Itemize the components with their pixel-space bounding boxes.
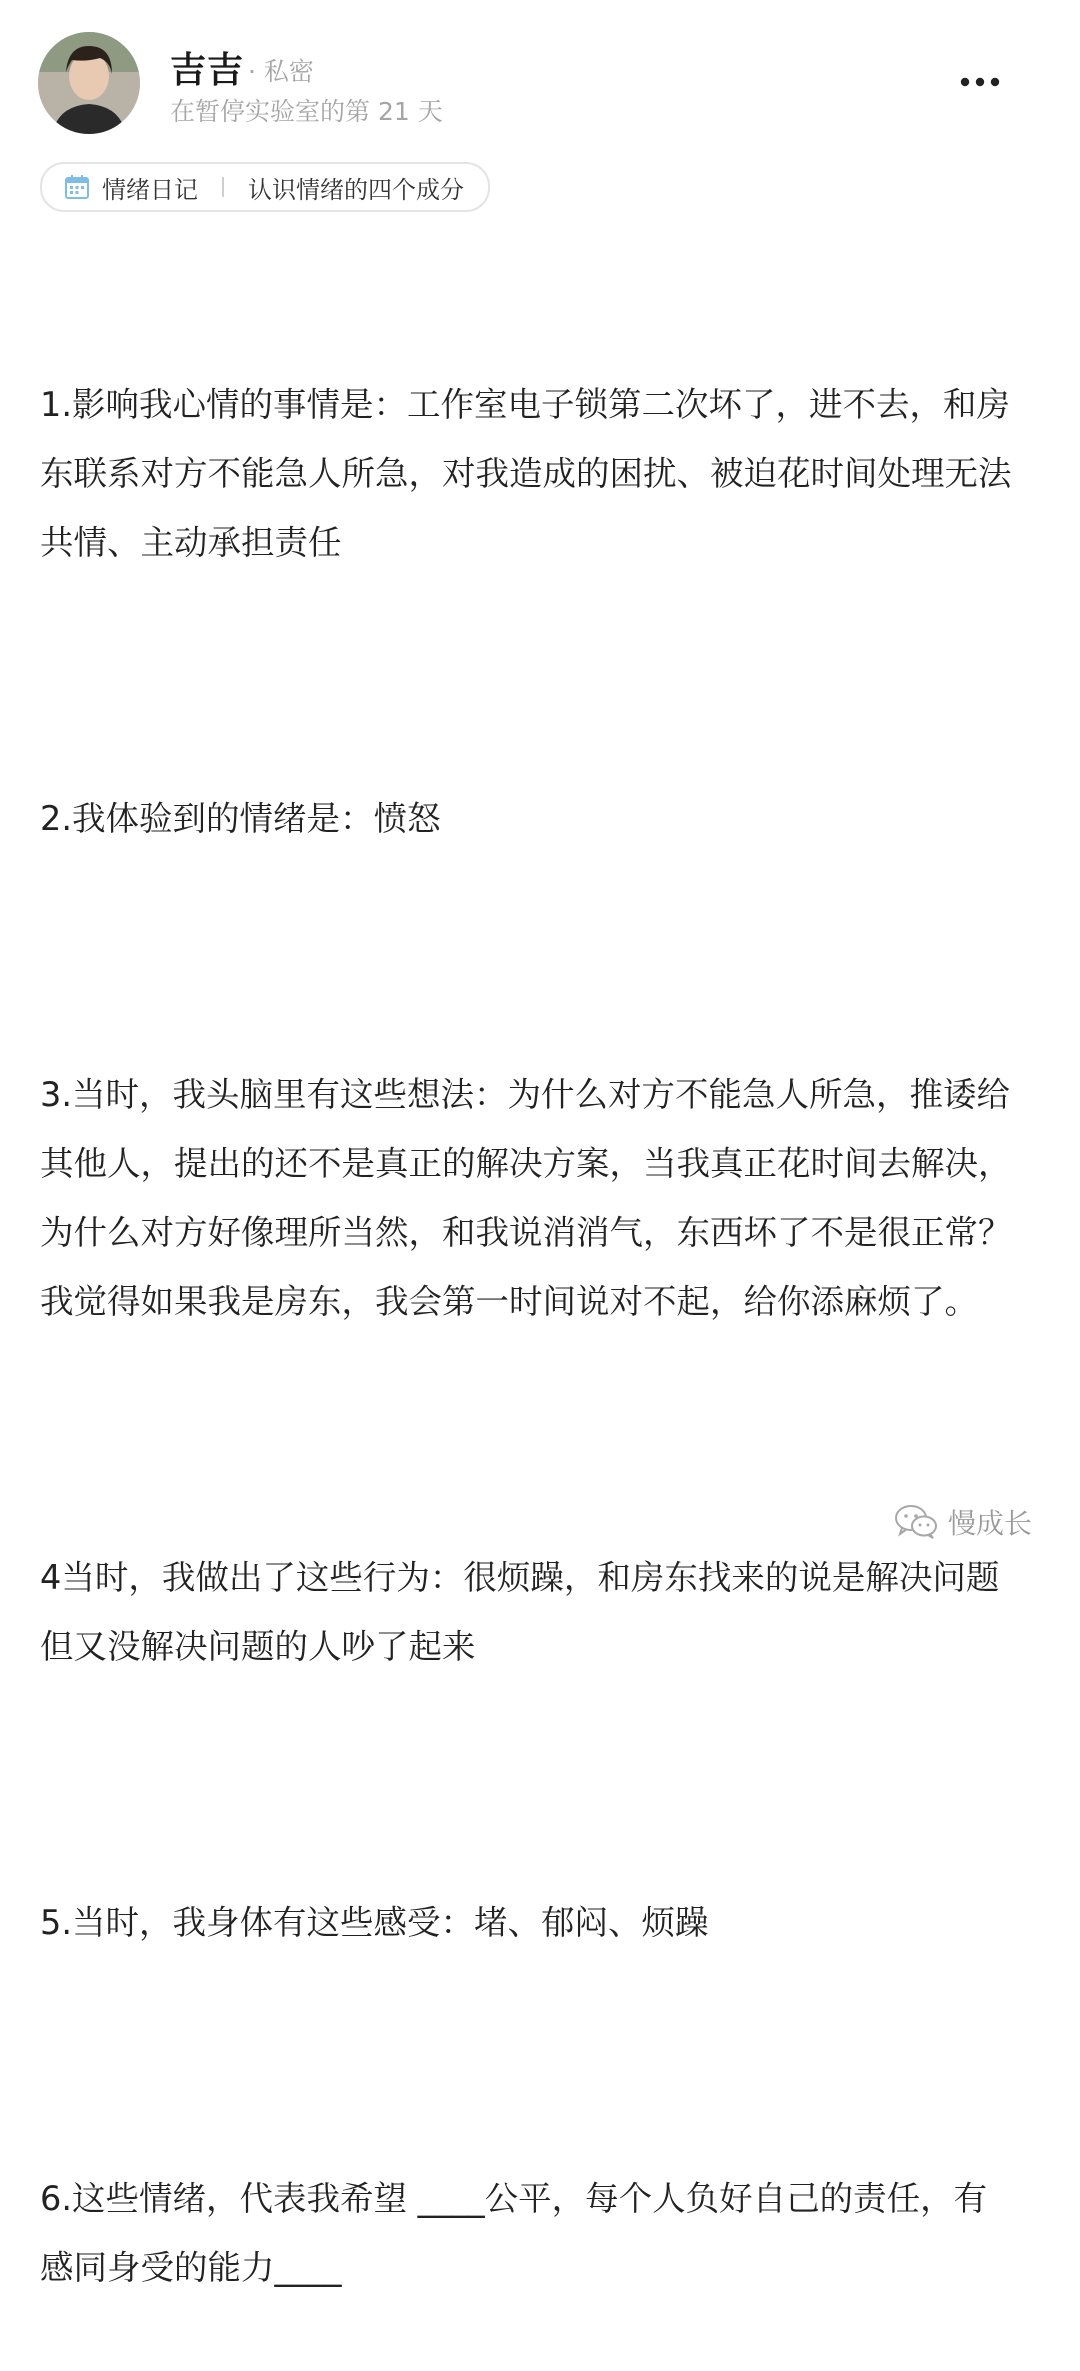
privacy-label: · 私密 [248,57,314,86]
post-header [0,0,1080,150]
paragraph-body-feelings: 5.当时，我身体有这些感受：堵、郁闷、烦躁 [40,1903,709,1942]
watermark [894,1500,1032,1544]
tag-category: 情绪日记 [102,175,198,204]
username[interactable]: 吉吉 [170,50,245,91]
wechat-icon [894,1504,938,1540]
paragraph-needs: 6.这些情绪，代表我希望 ____公平，每个人负好自己的责任，有感同身受的能力____ [40,2179,988,2287]
avatar[interactable] [38,32,140,134]
tag-divider [222,177,224,197]
paragraph-thoughts: 3.当时，我头脑里有这些想法：为什么对方不能急人所急，推诿给其他人，提出的还不是真正的解决方案，当我真正花时间去解决，为什么对方好像理所当然，和我说消消气，东西坏了不是很正常？我觉得如果我是房东，我会第一时间说对不起，给你添麻烦了。 [40,1075,1012,1321]
calendar-icon [64,174,90,200]
tag-topic: 认识情绪的四个成分 [248,175,464,204]
paragraph-behaviors: 4当时，我做出了这些行为：很烦躁，和房东找来的说是解决问题但又没解决问题的人吵了起来 [40,1558,1000,1666]
diary-tag[interactable] [40,162,490,212]
post-content [40,232,1020,2371]
watermark-text: 慢成长 [948,1507,1033,1540]
paragraph-emotion: 2.我体验到的情绪是：愤怒 [40,799,441,838]
days-subtitle: 在暂停实验室的第 21 天 [170,97,443,126]
avatar-image [38,32,140,134]
more-options-button[interactable] [956,64,1004,100]
more-horizontal-icon [960,77,1000,87]
paragraph-event: 1.影响我心情的事情是：工作室电子锁第二次坏了，进不去，和房东联系对方不能急人所急，对我造成的困扰、被迫花时间处理无法共情、主动承担责任 [40,385,1012,562]
